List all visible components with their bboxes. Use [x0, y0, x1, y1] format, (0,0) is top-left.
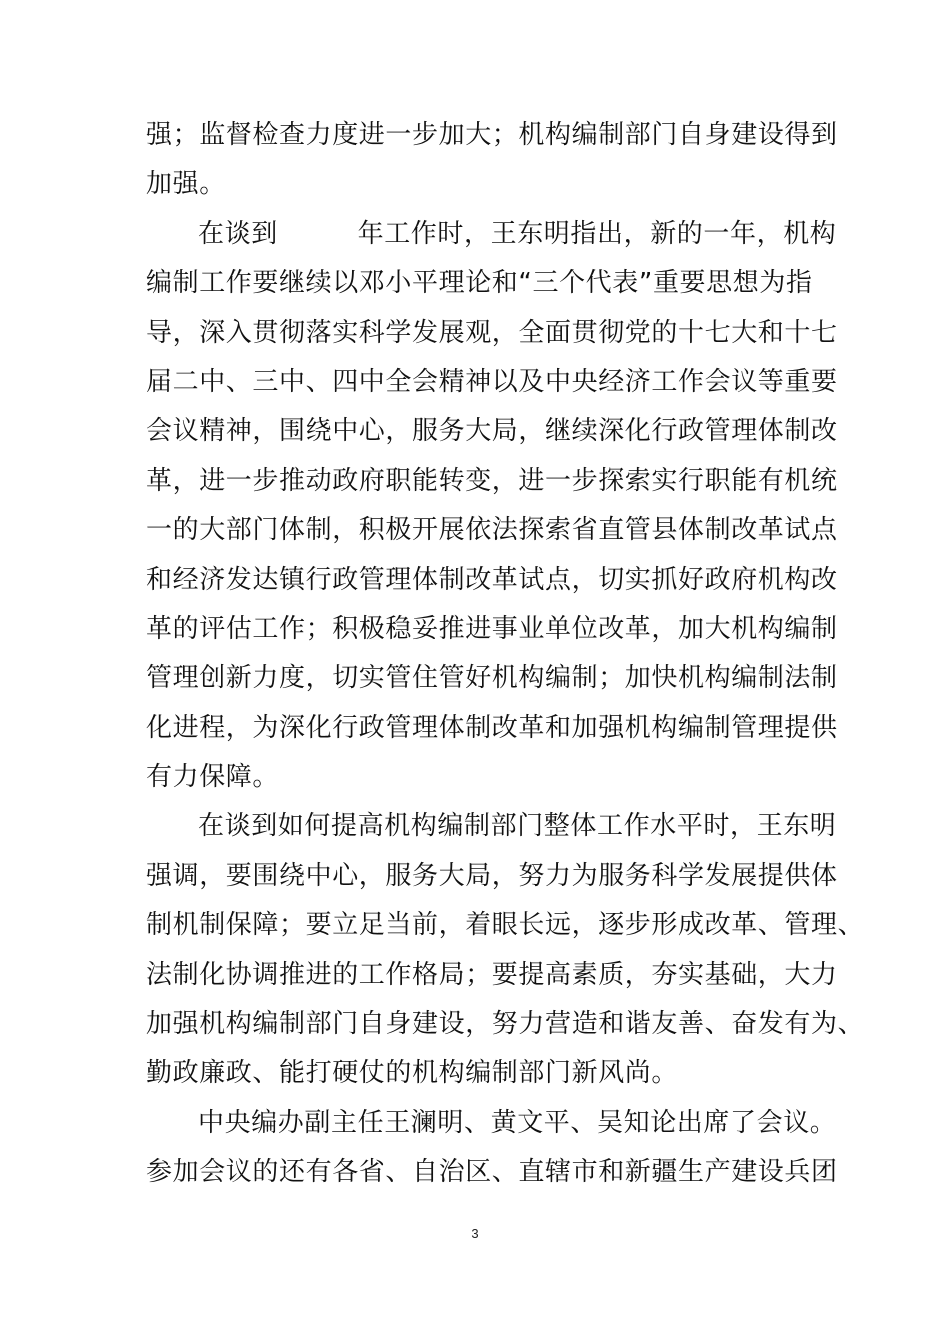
- text-line: 勤政廉政、能打硬仗的机构编制部门新风尚。: [146, 1058, 679, 1089]
- text-line: 加强。: [146, 169, 226, 200]
- text-line: 有力保障。: [146, 762, 280, 793]
- text-line: 一的大部门体制，积极开展依法探索省直管县体制改革试点: [146, 515, 838, 546]
- text-line: 在谈到如何提高机构编制部门整体工作水平时，王东明: [198, 811, 837, 842]
- body-text: [146, 111, 865, 1198]
- text-line: 加强机构编制部门自身建设，努力营造和谐友善、奋发有为、: [146, 1009, 865, 1040]
- text-line: 届二中、三中、四中全会精神以及中央经济工作会议等重要: [146, 366, 838, 397]
- text-line: 会议精神，围绕中心，服务大局，继续深化行政管理体制改: [146, 416, 838, 447]
- text-line: 化进程，为深化行政管理体制改革和加强机构编制管理提供: [146, 712, 838, 743]
- page-number: 3: [471, 1226, 479, 1241]
- text-line: 法制化协调推进的工作格局；要提高素质，夯实基础，大力: [146, 959, 838, 990]
- text-line: 在谈到 年工作时，王东明指出，新的一年，机构: [198, 218, 837, 249]
- text-line: 管理创新力度，切实管住管好机构编制；加快机构编制法制: [146, 663, 838, 694]
- text-line: 和经济发达镇行政管理体制改革试点，切实抓好政府机构改: [146, 564, 838, 595]
- text-line: 导，深入贯彻落实科学发展观，全面贯彻党的十七大和十七: [146, 317, 838, 348]
- text-line: 强调，要围绕中心，服务大局，努力为服务科学发展提供体: [146, 860, 838, 891]
- text-line: 制机制保障；要立足当前，着眼长远，逐步形成改革、管理、: [146, 910, 865, 941]
- text-line: 革的评估工作；积极稳妥推进事业单位改革，加大机构编制: [146, 613, 838, 644]
- text-line: 强；监督检查力度进一步加大；机构编制部门自身建设得到: [146, 120, 838, 150]
- text-line: 编制工作要继续以邓小平理论和“三个代表”重要思想为指: [146, 268, 813, 299]
- text-line: 参加会议的还有各省、自治区、直辖市和新疆生产建设兵团: [146, 1157, 838, 1188]
- text-line: 革，进一步推动政府职能转变，进一步探索实行职能有机统: [146, 465, 838, 496]
- text-line: 中央编办副主任王澜明、黄文平、吴知论出席了会议。: [198, 1107, 837, 1138]
